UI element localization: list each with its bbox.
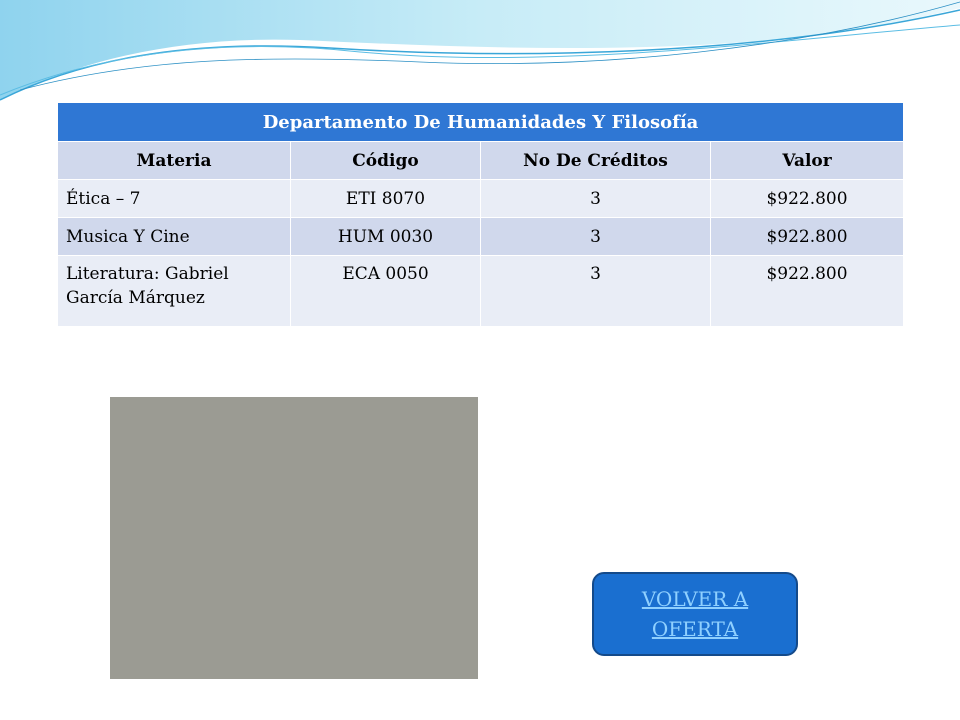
cell-creditos: 3 xyxy=(481,256,711,327)
table-row xyxy=(58,256,903,327)
cell-codigo: ECA 0050 xyxy=(291,256,481,327)
cell-valor: $922.800 xyxy=(711,180,903,218)
column-header-creditos: No De Créditos xyxy=(481,142,711,180)
cell-codigo: HUM 0030 xyxy=(291,218,481,256)
department-title: Departamento De Humanidades Y Filosofía xyxy=(58,103,903,142)
decorative-wave-header xyxy=(0,0,960,110)
course-table xyxy=(58,103,903,327)
table-header-row xyxy=(58,142,903,180)
cell-materia: Literatura: Gabriel García Márquez xyxy=(58,256,291,327)
table-row xyxy=(58,180,903,218)
column-header-codigo: Código xyxy=(291,142,481,180)
column-header-valor: Valor xyxy=(711,142,903,180)
cell-creditos: 3 xyxy=(481,180,711,218)
cell-materia: Ética – 7 xyxy=(58,180,291,218)
back-to-offer-link[interactable]: VOLVER A OFERTA xyxy=(641,587,749,641)
portrait-image xyxy=(110,397,478,679)
cell-valor: $922.800 xyxy=(711,256,903,327)
cell-materia: Musica Y Cine xyxy=(58,218,291,256)
table-row xyxy=(58,218,903,256)
back-to-offer-button[interactable] xyxy=(592,572,798,656)
cell-creditos: 3 xyxy=(481,218,711,256)
column-header-materia: Materia xyxy=(58,142,291,180)
cell-valor: $922.800 xyxy=(711,218,903,256)
cell-codigo: ETI 8070 xyxy=(291,180,481,218)
table-title-row xyxy=(58,103,903,142)
